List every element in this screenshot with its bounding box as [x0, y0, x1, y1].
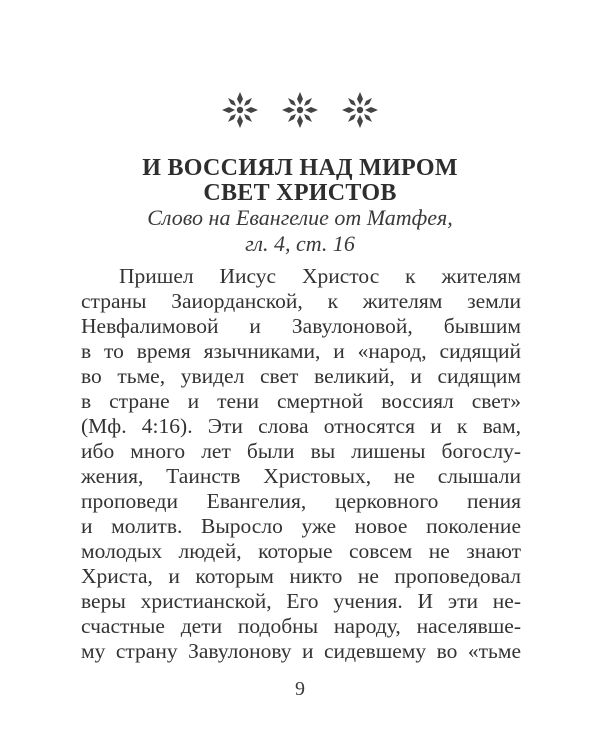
body-line: счастные дети подобны народу, населявше-: [81, 614, 521, 638]
body-line: во тьме, увидел свет великий, и сидящим: [81, 364, 521, 388]
body-line: проповеди Евангелия, церковного пения: [81, 489, 521, 513]
chapter-subtitle-line-2: гл. 4, ст. 16: [245, 231, 355, 256]
body-line: молодых людей, которые совсем не знают: [81, 539, 521, 563]
body-line: в стране и тени смертной воссиял свет»: [81, 389, 521, 413]
body-line: (Мф. 4:16). Эти слова относятся и к вам,: [81, 414, 521, 438]
cross-ornament-icon: [340, 90, 380, 130]
ornament-row: [0, 90, 600, 136]
body-paragraph: [81, 264, 521, 664]
body-line: Пришел Иисус Христос к жителям: [119, 264, 521, 288]
body-line: и молитв. Выросло уже новое поколение: [81, 514, 521, 538]
body-line: в то время язычниками, и «народ, сидящий: [81, 339, 521, 363]
body-line: веры христианской, Его учения. И эти не-: [81, 589, 521, 613]
chapter-subtitle-line-1: Слово на Евангелие от Матфея,: [147, 205, 453, 230]
chapter-title-line-1: И ВОССИЯЛ НАД МИРОМ: [142, 155, 458, 181]
body-line: му страну Завулонову и сидевшему во «тьме: [81, 639, 521, 663]
body-line: Невфалимовой и Завулоновой, бывшим: [81, 314, 521, 338]
cross-ornament-icon: [220, 90, 260, 130]
page-number: 9: [295, 678, 305, 700]
body-line: страны Заиорданской, к жителям земли: [81, 289, 521, 313]
body-line: ибо много лет были вы лишены богослу-: [81, 439, 521, 463]
chapter-title-line-2: СВЕТ ХРИСТОВ: [203, 180, 397, 206]
body-line: Христа, и которым никто не проповедовал: [81, 564, 521, 588]
cross-ornament-icon: [280, 90, 320, 130]
body-line: жения, Таинств Христовых, не слышали: [81, 464, 521, 488]
